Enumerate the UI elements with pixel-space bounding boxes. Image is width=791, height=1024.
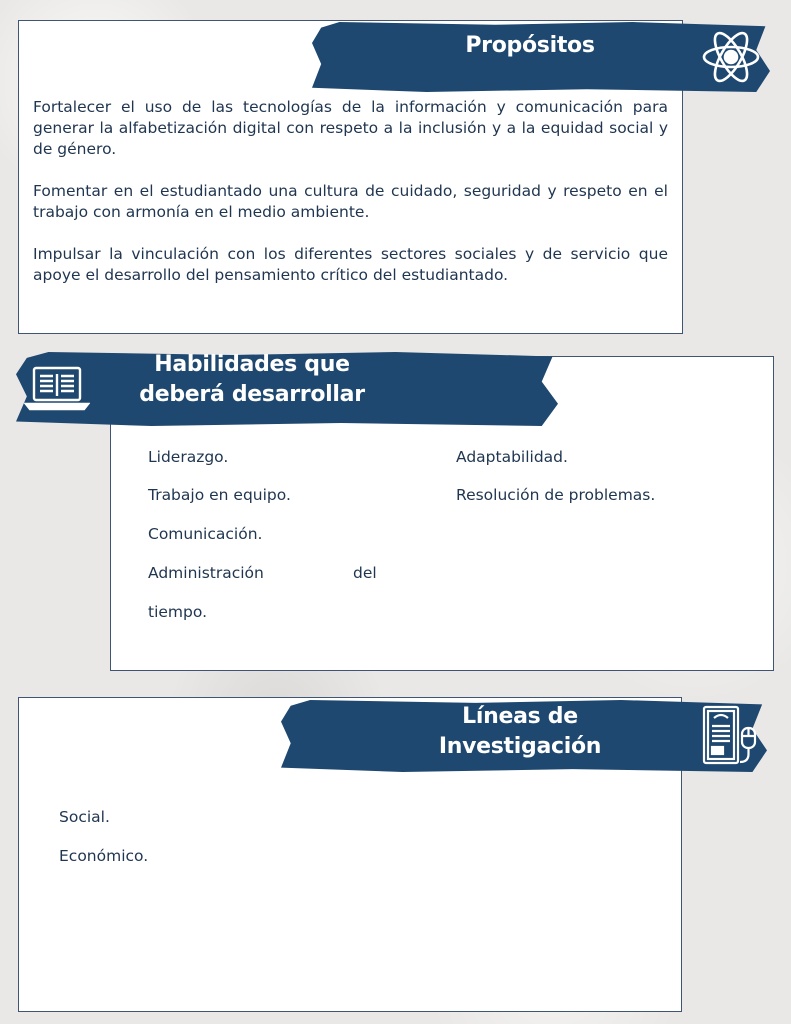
propositos-title: Propósitos: [465, 33, 595, 58]
habilidad-adaptabilidad: Adaptabilidad.: [456, 448, 568, 466]
proposito-paragraph-3: Impulsar la vinculación con los diferentes sectores sociales y de servicio que apoye el desarrollo del pensamiento crítico del estudiantado.: [33, 245, 668, 284]
habilidad-del: del: [353, 564, 377, 582]
habilidad-tiempo: tiempo.: [148, 603, 207, 621]
atom-icon: [700, 26, 762, 88]
laptop-book-icon: [24, 364, 90, 412]
lineas-title-line-1: Líneas de: [462, 704, 578, 729]
proposito-paragraph-1: Fortalecer el uso de las tecnologías de la información y comunicación para generar la alfabetización digital con respeto a la inclusión y a la equidad social y de género.: [33, 98, 668, 158]
habilidad-administracion: Administración: [148, 564, 264, 582]
habilidades-title: [112, 350, 392, 410]
proposito-paragraph-2: Fomentar en el estudiantado una cultura de cuidado, seguridad y respeto en el trabajo con armonía en el medio ambiente.: [33, 182, 668, 221]
habilidad-resolucion: Resolución de problemas.: [456, 486, 656, 504]
habilidad-comunicacion: Comunicación.: [148, 525, 263, 543]
habilidad-trabajo-equipo: Trabajo en equipo.: [148, 486, 291, 504]
habilidad-liderazgo: Liderazgo.: [148, 448, 229, 466]
habilidades-title-line-1: Habilidades que: [154, 352, 350, 377]
habilidades-title-line-2: deberá desarrollar: [139, 382, 365, 407]
linea-social: Social.: [59, 808, 110, 826]
linea-economico: Económico.: [59, 847, 149, 865]
document-mouse-icon: [700, 704, 762, 766]
lineas-title: [410, 702, 630, 762]
lineas-title-line-2: Investigación: [438, 734, 602, 759]
